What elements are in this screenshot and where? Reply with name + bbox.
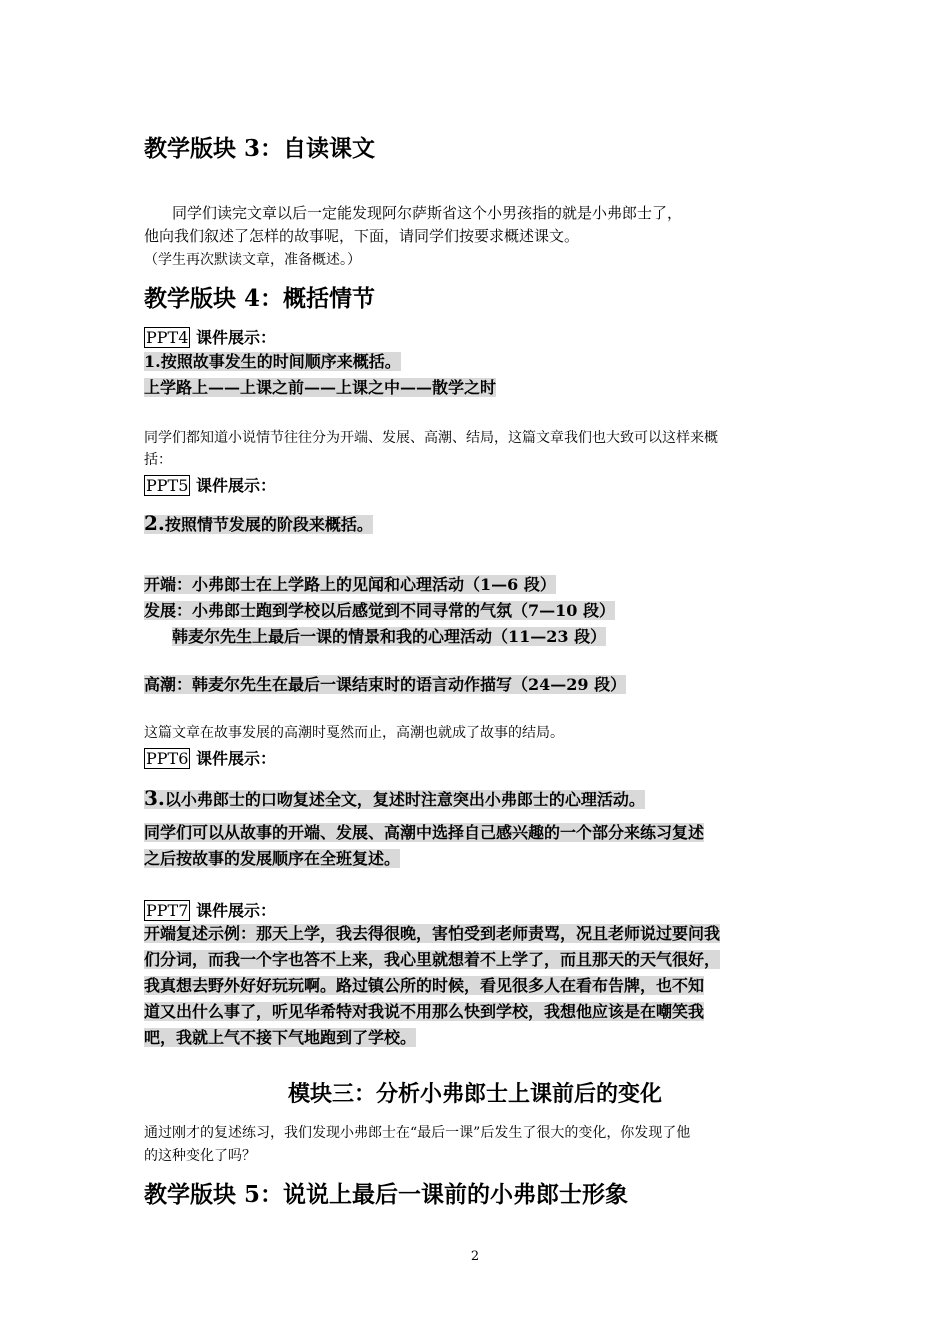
method1-heading: 1.按照故事发生的时间顺序来概括。 [144, 352, 401, 371]
section3-line-1: 同学们读完文章以后一定能发现阿尔萨斯省这个小男孩指的就是小弗郎士了， [172, 204, 683, 222]
module3-line-2: 的这种变化了吗？ [144, 1148, 256, 1164]
module3-paragraph [144, 1122, 824, 1168]
section3-paragraph [144, 202, 824, 248]
ppt6-tag: PPT6 [146, 749, 189, 768]
section3-note: （学生再次默读文章，准备概述。） [144, 252, 361, 268]
method3-heading [144, 783, 824, 815]
method3-text: 以小弗郎士的口吻复述全文，复述时注意突出小弗郎士的心理活动。 [164, 790, 645, 809]
example-line: 我真想去野外好好玩玩啊。路过镇公所的时候，看见很多人在看布告牌，也不知 [144, 976, 705, 995]
ppt5-label: 课件展示： [195, 476, 276, 495]
ppt6-label: 课件展示： [195, 749, 276, 768]
ppt5-tag: PPT5 [146, 476, 189, 495]
ppt7-label: 课件展示： [195, 901, 276, 920]
example-line: 道又出什么事了，听见华希特对我说不用那么快到学校，我想他应该是在嘲笑我 [144, 1002, 705, 1021]
section3-title: 教学版块 3：自读课文 [144, 135, 376, 162]
plot-fazhan-2: 韩麦尔先生上最后一课的情景和我的心理活动（11—23 段） [172, 627, 607, 646]
plot-kaiduan: 开端：小弗郎士在上学路上的见闻和心理活动（1—6 段） [144, 575, 556, 594]
ppt4-label: 课件展示： [195, 328, 276, 347]
method2-number: 2. [144, 511, 165, 535]
plot-gaochao-block [144, 672, 824, 698]
plot-outline [144, 572, 824, 650]
method1-block [144, 349, 824, 401]
intro2-line-2: 括： [144, 452, 172, 468]
ppt4-tag: PPT4 [146, 328, 189, 347]
page-number: 2 [470, 1249, 480, 1264]
example-line: 们分词，而我一个字也答不上来，我心里就想着不上学了，而且那天的天气很好， [144, 950, 721, 969]
ppt4-caption [144, 325, 824, 351]
ppt6-caption [144, 746, 824, 772]
method2-heading [144, 508, 824, 540]
ppt5-caption [144, 473, 824, 499]
plot-gaochao: 高潮：韩麦尔先生在最后一课结束时的语言动作描写（24—29 段） [144, 675, 627, 694]
ppt7-tag: PPT7 [146, 901, 189, 920]
intro2-line-1: 同学们都知道小说情节往往分为开端、发展、高潮、结局，这篇文章我们也大致可以这样来概 [144, 430, 718, 446]
method2-text: 按照情节发展的阶段来概括。 [164, 515, 373, 534]
method3-extra-line-1: 同学们可以从故事的开端、发展、高潮中选择自己感兴趣的一个部分来练习复述 [144, 823, 705, 842]
example-line: 开端复述示例：那天上学，我去得很晚，害怕受到老师责骂，况且老师说过要问我 [144, 924, 721, 943]
example-line: 吧，我就上气不接下气地跑到了学校。 [144, 1028, 417, 1047]
section3-line-2: 他向我们叙述了怎样的故事呢，下面，请同学们按要求概述课文。 [144, 227, 580, 245]
section4-title: 教学版块 4：概括情节 [144, 285, 376, 312]
module3-line-1: 通过刚才的复述练习，我们发现小弗郎士在“最后一课”后发生了很大的变化，你发现了他 [144, 1125, 691, 1141]
module3-title: 模块三：分析小弗郎士上课前后的变化 [287, 1081, 662, 1107]
intro2-paragraph [144, 427, 824, 471]
plot-fazhan-1: 发展：小弗郎士跑到学校以后感觉到不同寻常的气氛（7—10 段） [144, 601, 615, 620]
section5-title: 教学版块 5：说说上最后一课前的小弗郎士形象 [144, 1181, 629, 1208]
method3-extra-line-2: 之后按故事的发展顺序在全班复述。 [144, 849, 401, 868]
method3-number: 3. [144, 786, 165, 810]
method1-sequence: 上学路上——上课之前——上课之中——散学之时 [144, 378, 497, 397]
retell-example [144, 921, 824, 1051]
method3-extra [144, 820, 824, 872]
ending-note: 这篇文章在故事发展的高潮时戛然而止，高潮也就成了故事的结局。 [144, 725, 564, 741]
